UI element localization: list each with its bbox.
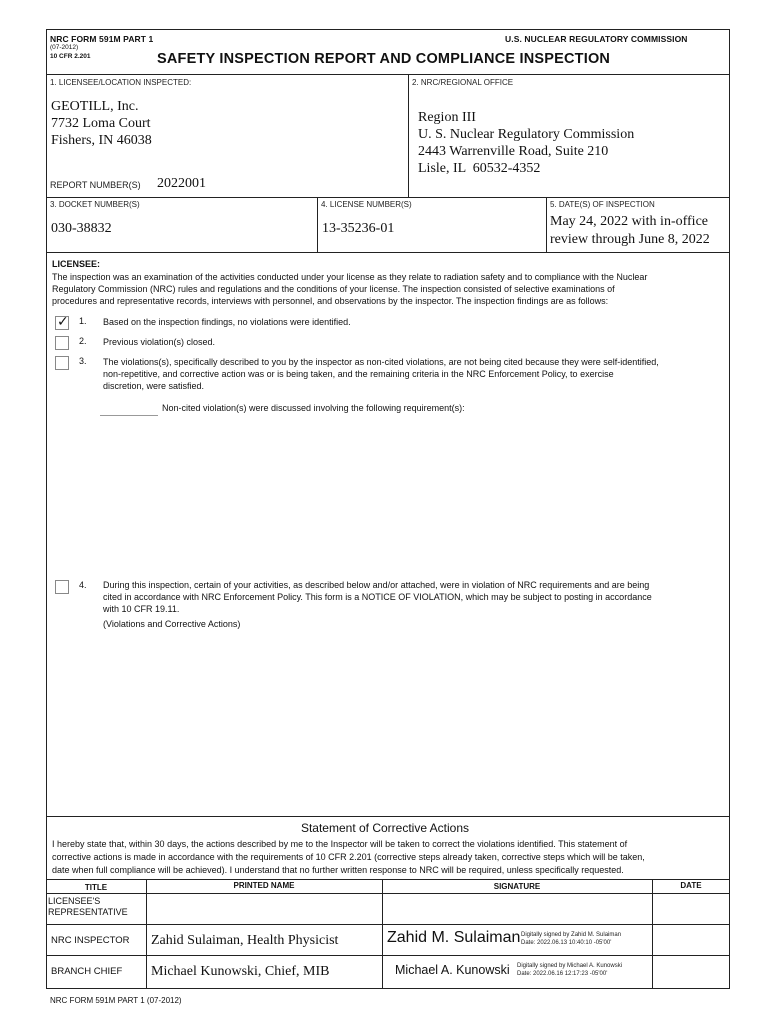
intro-line1: The inspection was an examination of the activities conducted under your license as they relate to radiation safety and to compliance with the Nuclear <box>52 272 648 282</box>
form-date: (07-2012) <box>50 44 79 51</box>
docket-number-label: 3. DOCKET NUMBER(S) <box>50 200 140 209</box>
finding-4-text-line4: (Violations and Corrective Actions) <box>103 619 241 629</box>
licensee-date-field[interactable] <box>654 896 728 922</box>
row-licensee-title-line1: LICENSEE'S <box>48 896 101 906</box>
license-number: 13-35236-01 <box>322 221 395 236</box>
row-licensee-title <box>48 896 128 918</box>
finding-1-number: 1. <box>79 316 87 326</box>
form-title: SAFETY INSPECTION REPORT AND COMPLIANCE INSPECTION <box>157 51 611 67</box>
inspection-date-line1: May 24, 2022 with in-office <box>550 214 708 229</box>
row-branch-chief-title: BRANCH CHIEF <box>51 966 123 977</box>
row-inspector-title: NRC INSPECTOR <box>51 935 130 946</box>
finding-4-checkbox[interactable] <box>55 580 69 594</box>
regional-office-line3: 2443 Warrenville Road, Suite 210 <box>418 144 609 159</box>
regional-office-label: 2. NRC/REGIONAL OFFICE <box>412 78 514 87</box>
finding-1-text: Based on the inspection findings, no violations were identified. <box>103 317 351 327</box>
finding-4-number: 4. <box>79 580 87 590</box>
license-number-label: 4. LICENSE NUMBER(S) <box>321 200 412 209</box>
intro-line2: Regulatory Commission (NRC) rules and regulations and the conditions of your license. The inspection consisted of selective examinations of <box>52 284 615 294</box>
report-number: 2022001 <box>157 176 206 191</box>
finding-1-checkbox[interactable] <box>55 316 69 330</box>
corrective-line1: I hereby state that, within 30 days, the actions described by me to the Inspector will be taken to correct the violations identified. This statement of <box>52 839 628 849</box>
form-id: NRC FORM 591M PART 1 <box>50 34 154 44</box>
finding-3-checkbox[interactable] <box>55 356 69 370</box>
regional-office-line1: Region III <box>418 110 476 125</box>
noncited-text: Non-cited violation(s) were discussed involving the following requirement(s): <box>162 403 465 413</box>
licensee-signature-field[interactable] <box>384 896 650 922</box>
branch-chief-signature-note1: Digitally signed by Michael A. Kunowski <box>517 963 623 969</box>
regional-office-line4: Lisle, IL 60532-4352 <box>418 161 541 176</box>
agency-name: U.S. NUCLEAR REGULATORY COMMISSION <box>505 34 688 44</box>
col-header-signature: SIGNATURE <box>493 882 541 891</box>
finding-2-text: Previous violation(s) closed. <box>103 337 216 347</box>
branch-chief-printed-name: Michael Kunowski, Chief, MIB <box>151 964 330 979</box>
licensee-address-line2: Fishers, IN 46038 <box>51 133 152 148</box>
col-header-date: DATE <box>680 881 702 890</box>
licensee-printed-name-field[interactable] <box>148 896 380 922</box>
inspector-signature-note2: Date: 2022.06.13 10:40:10 -05'00' <box>521 940 612 946</box>
inspector-signature-note1: Digitally signed by Zahid M. Sulaiman <box>521 932 622 938</box>
finding-3-text-line1: The violations(s), specifically described to you by the inspector as non-cited violations, are not being cited because they were self-identified, <box>103 357 659 367</box>
cfr-reference: 10 CFR 2.201 <box>50 53 91 60</box>
corrective-actions-title: Statement of Corrective Actions <box>300 821 470 835</box>
inspector-printed-name: Zahid Sulaiman, Health Physicist <box>151 933 339 948</box>
report-number-label: REPORT NUMBER(S) <box>50 180 141 190</box>
inspection-date-label: 5. DATE(S) OF INSPECTION <box>550 200 655 209</box>
inspection-date-line2: review through June 8, 2022 <box>550 232 710 247</box>
branch-chief-signature-note2: Date: 2022.06.16 12:17:23 -05'00' <box>517 971 608 977</box>
footer-form-id: NRC FORM 591M PART 1 (07-2012) <box>50 996 182 1005</box>
finding-2-number: 2. <box>79 336 87 346</box>
corrective-line2: corrective actions is made in accordance with the requirements of 10 CFR 2.201 (corrective steps already taken, corrective steps which will be taken, <box>52 852 645 862</box>
branch-chief-date-field[interactable] <box>654 958 728 986</box>
finding-4-text-line2: cited in accordance with NRC Enforcement Policy. This form is a NOTICE OF VIOLATION, which may be subject to posting in accordance <box>103 592 652 602</box>
licensee-name: GEOTILL, Inc. <box>51 99 139 114</box>
finding-4-text-line1: During this inspection, certain of your activities, as described below and/or attached, were in violation of NRC requirements and are being <box>103 580 650 590</box>
docket-number: 030-38832 <box>51 221 112 236</box>
check-icon: ✓ <box>57 314 69 330</box>
regional-office-line2: U. S. Nuclear Regulatory Commission <box>418 127 635 142</box>
noncited-blank[interactable] <box>100 415 158 416</box>
finding-3-text-line2: non-repetitive, and corrective action was or is being taken, and the remaining criteria in the NRC Enforcement Policy, to exercise <box>103 369 614 379</box>
row-licensee-title-line2: REPRESENTATIVE <box>48 907 128 917</box>
licensee-heading: LICENSEE: <box>52 259 101 269</box>
inspector-signature: Zahid M. Sulaiman <box>387 929 521 946</box>
finding-4-text-line3: with 10 CFR 19.11. <box>103 604 180 614</box>
branch-chief-signature: Michael A. Kunowski <box>395 963 510 977</box>
corrective-line3: date when full compliance will be achieved). I understand that no further written response to NRC will be required, unless specifically requested. <box>52 865 624 875</box>
licensee-address-line1: 7732 Loma Court <box>51 116 151 131</box>
finding-2-checkbox[interactable] <box>55 336 69 350</box>
col-header-printed-name: PRINTED NAME <box>233 881 295 890</box>
intro-line3: procedures and representative records, interviews with personnel, and observations by the inspector. The inspection findings are as follows: <box>52 296 609 306</box>
finding-3-text-line3: discretion, were satisfied. <box>103 381 205 391</box>
inspector-date-field[interactable] <box>654 927 728 953</box>
col-header-title: TITLE <box>84 883 108 892</box>
finding-3-number: 3. <box>79 356 87 366</box>
licensee-location-label: 1. LICENSEE/LOCATION INSPECTED: <box>50 78 192 87</box>
